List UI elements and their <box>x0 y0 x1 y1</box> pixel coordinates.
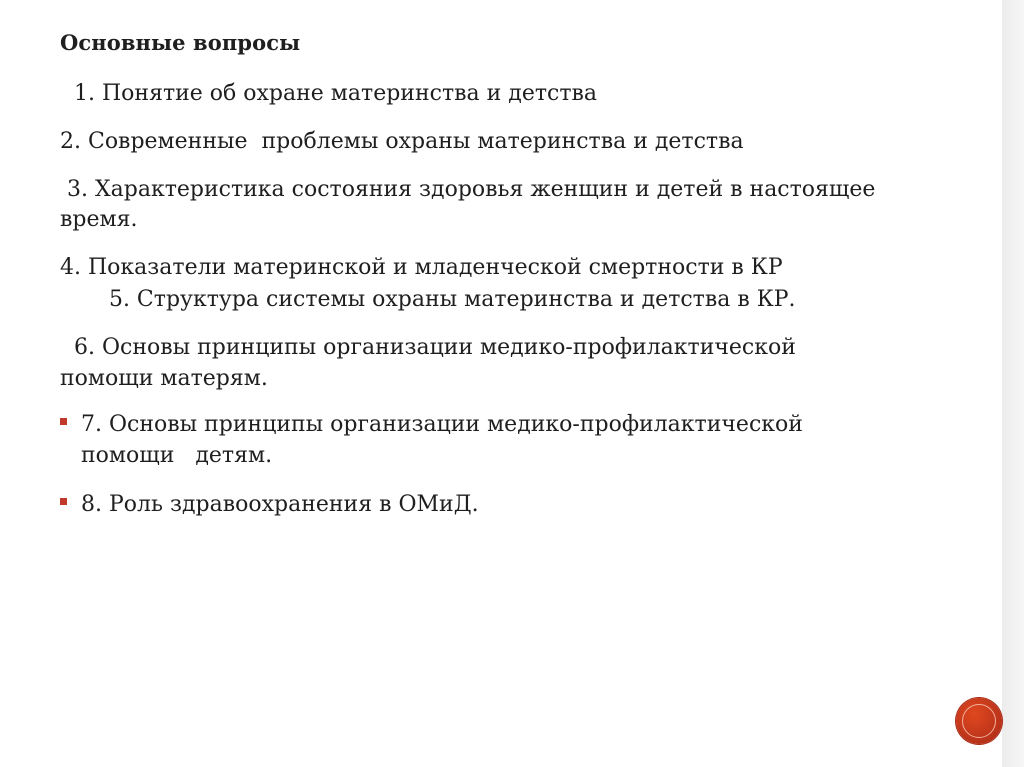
bullet-item-8-line-1: 8. Роль здравоохранения в ОМиД. <box>81 492 479 517</box>
bullet-item-7-line-2: помощи детям. <box>81 443 273 468</box>
list-item-6: 6. Основы принципы организации медико-профилактической <box>60 335 796 360</box>
list-item-2: 2. Современные проблемы охраны материнства и детства <box>60 129 744 154</box>
square-bullet-icon <box>60 418 67 425</box>
list-item-3-continued: время. <box>60 207 138 232</box>
list-item-6-continued: помощи матерям. <box>60 366 268 391</box>
list-item-3: 3. Характеристика состояния здоровья женщин и детей в настоящее <box>60 177 876 202</box>
square-bullet-icon <box>60 498 67 505</box>
list-item-5: 5. Структура системы охраны материнства и детства в КР. <box>60 287 796 312</box>
bullet-item-7 <box>60 408 960 474</box>
list-item-4: 4. Показатели материнской и младенческой смертности в КР <box>60 255 783 280</box>
list-item-1: 1. Понятие об охране материнства и детства <box>60 81 598 106</box>
decorative-circle-badge-icon <box>956 698 1002 744</box>
bullet-item-8 <box>60 488 960 521</box>
bullet-item-7-line-1: 7. Основы принципы организации медико-профилактической <box>81 412 803 437</box>
badge-ring <box>962 704 996 738</box>
slide-title: Основные вопросы <box>60 30 301 55</box>
right-edge-strip <box>1002 0 1024 767</box>
